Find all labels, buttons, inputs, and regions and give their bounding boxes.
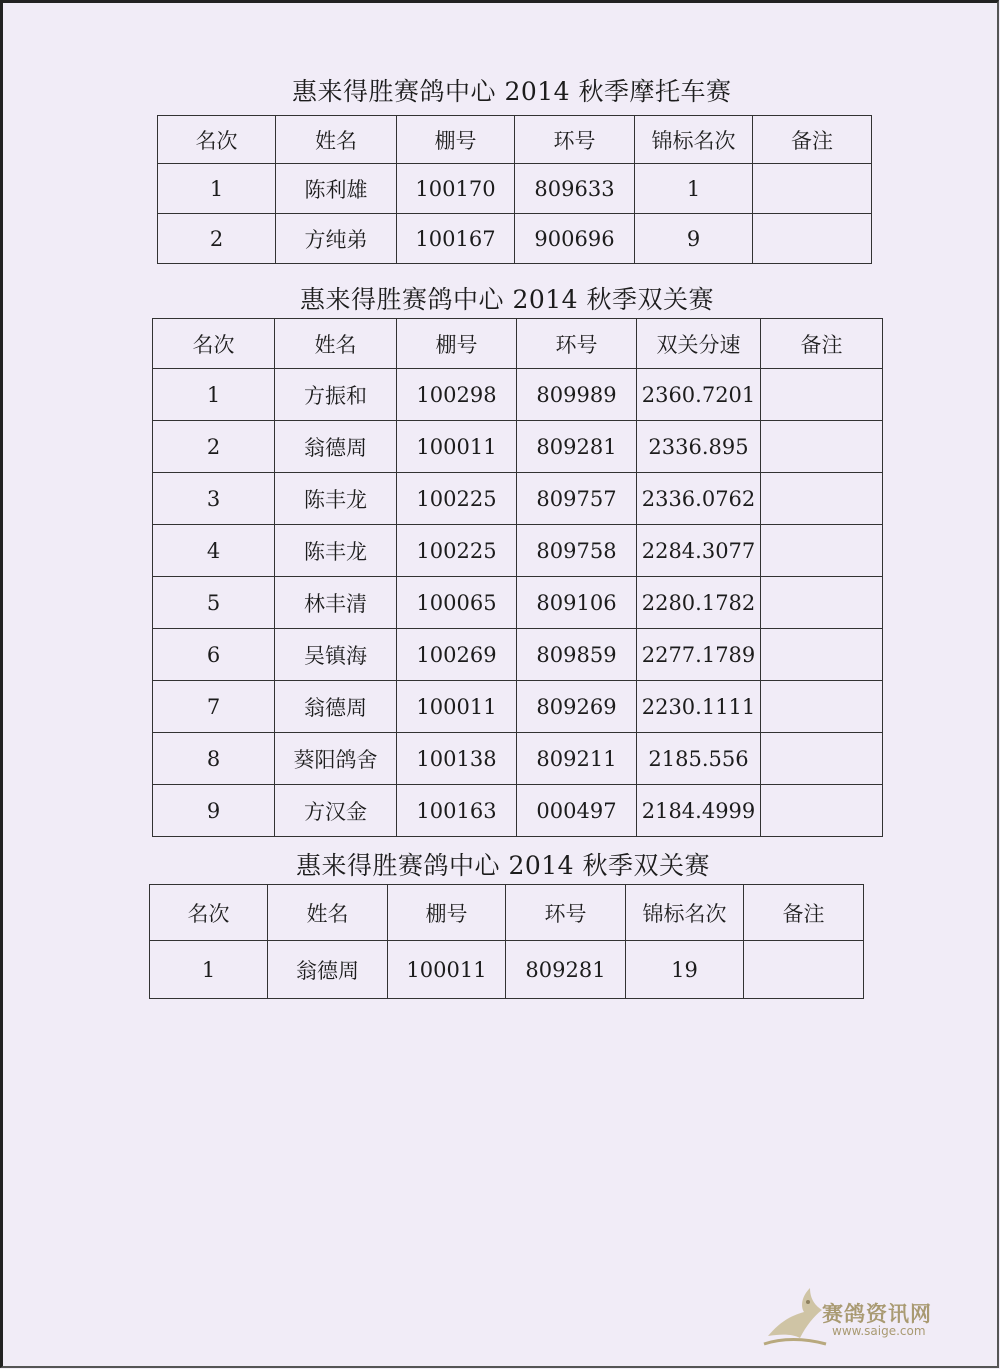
cell-speed: 2336.0762 [637, 473, 761, 525]
col-header-loft: 棚号 [388, 885, 506, 941]
cell-remarks [761, 733, 883, 785]
cell-name: 方纯弟 [276, 214, 397, 264]
col-header-remarks: 备注 [761, 319, 883, 369]
col-header-ring: 环号 [515, 116, 635, 164]
section2-header [153, 319, 883, 369]
col-header-double-speed: 双关分速 [637, 319, 761, 369]
cell-remarks [761, 577, 883, 629]
cell-ring: 809633 [515, 164, 635, 214]
table-row [153, 525, 883, 577]
cell-speed: 2184.4999 [637, 785, 761, 837]
table-row [153, 629, 883, 681]
section3-title: 惠来得胜赛鸽中心 2014 秋季双关赛 [296, 851, 711, 880]
cell-rank: 5 [153, 577, 275, 629]
cell-remarks [761, 681, 883, 733]
cell-name: 翁德周 [275, 421, 397, 473]
cell-ring: 809757 [517, 473, 637, 525]
col-header-ring: 环号 [517, 319, 637, 369]
table-row [153, 473, 883, 525]
cell-rank: 1 [158, 164, 276, 214]
cell-ring: 900696 [515, 214, 635, 264]
cell-remarks [761, 629, 883, 681]
cell-loft: 100225 [397, 525, 517, 577]
cell-loft: 100225 [397, 473, 517, 525]
table-row [153, 733, 883, 785]
cell-rank: 4 [153, 525, 275, 577]
cell-remarks [744, 941, 864, 999]
cell-championship-rank: 1 [635, 164, 753, 214]
cell-name: 陈丰龙 [275, 525, 397, 577]
pigeon-logo-icon [760, 1282, 830, 1354]
cell-name: 葵阳鸽舍 [275, 733, 397, 785]
cell-loft: 100269 [397, 629, 517, 681]
cell-loft: 100170 [397, 164, 515, 214]
cell-loft: 100167 [397, 214, 515, 264]
cell-rank: 7 [153, 681, 275, 733]
cell-remarks [761, 785, 883, 837]
col-header-remarks: 备注 [753, 116, 872, 164]
cell-ring: 809281 [517, 421, 637, 473]
cell-speed: 2284.3077 [637, 525, 761, 577]
table-row [153, 785, 883, 837]
cell-name: 翁德周 [268, 941, 388, 999]
table-row [153, 577, 883, 629]
cell-speed: 2360.7201 [637, 369, 761, 421]
table-row [153, 369, 883, 421]
table-row [158, 214, 872, 264]
cell-ring: 809106 [517, 577, 637, 629]
col-header-rank: 名次 [153, 319, 275, 369]
cell-rank: 2 [158, 214, 276, 264]
cell-speed: 2336.895 [637, 421, 761, 473]
table-row [153, 421, 883, 473]
col-header-name: 姓名 [276, 116, 397, 164]
cell-remarks [761, 525, 883, 577]
cell-ring: 000497 [517, 785, 637, 837]
cell-remarks [761, 421, 883, 473]
cell-speed: 2185.556 [637, 733, 761, 785]
cell-loft: 100011 [388, 941, 506, 999]
cell-remarks [761, 369, 883, 421]
cell-championship-rank: 9 [635, 214, 753, 264]
cell-remarks [753, 214, 872, 264]
watermark-name: 赛鸽资讯网 [822, 1302, 932, 1326]
cell-remarks [753, 164, 872, 214]
cell-ring: 809211 [517, 733, 637, 785]
table-row [158, 164, 872, 214]
col-header-rank: 名次 [150, 885, 268, 941]
watermark-logo [760, 1282, 960, 1354]
cell-speed: 2230.1111 [637, 681, 761, 733]
col-header-rank: 名次 [158, 116, 276, 164]
cell-rank: 1 [150, 941, 268, 999]
cell-name: 林丰清 [275, 577, 397, 629]
cell-loft: 100011 [397, 421, 517, 473]
cell-rank: 8 [153, 733, 275, 785]
section2-table [152, 318, 883, 837]
section3-table [149, 884, 864, 999]
cell-name: 方振和 [275, 369, 397, 421]
cell-name: 陈利雄 [276, 164, 397, 214]
col-header-ring: 环号 [506, 885, 626, 941]
cell-ring: 809859 [517, 629, 637, 681]
cell-name: 方汉金 [275, 785, 397, 837]
cell-loft: 100138 [397, 733, 517, 785]
table-row [153, 681, 883, 733]
cell-speed: 2280.1782 [637, 577, 761, 629]
cell-ring: 809269 [517, 681, 637, 733]
watermark-url: www.saige.com [832, 1324, 926, 1338]
col-header-remarks: 备注 [744, 885, 864, 941]
cell-speed: 2277.1789 [637, 629, 761, 681]
cell-ring: 809758 [517, 525, 637, 577]
cell-name: 陈丰龙 [275, 473, 397, 525]
section2-title: 惠来得胜赛鸽中心 2014 秋季双关赛 [300, 285, 715, 314]
section1-title: 惠来得胜赛鸽中心 2014 秋季摩托车赛 [292, 77, 732, 106]
section1-header [158, 116, 872, 164]
cell-loft: 100298 [397, 369, 517, 421]
col-header-championship-rank: 锦标名次 [635, 116, 753, 164]
section1-table [157, 115, 872, 264]
cell-rank: 9 [153, 785, 275, 837]
cell-name: 吴镇海 [275, 629, 397, 681]
cell-championship-rank: 19 [626, 941, 744, 999]
col-header-name: 姓名 [275, 319, 397, 369]
col-header-championship-rank: 锦标名次 [626, 885, 744, 941]
cell-loft: 100163 [397, 785, 517, 837]
cell-rank: 3 [153, 473, 275, 525]
table-row [150, 941, 864, 999]
cell-rank: 2 [153, 421, 275, 473]
cell-ring: 809281 [506, 941, 626, 999]
col-header-loft: 棚号 [397, 116, 515, 164]
cell-rank: 1 [153, 369, 275, 421]
cell-loft: 100065 [397, 577, 517, 629]
cell-loft: 100011 [397, 681, 517, 733]
cell-ring: 809989 [517, 369, 637, 421]
cell-name: 翁德周 [275, 681, 397, 733]
section3-header [150, 885, 864, 941]
col-header-name: 姓名 [268, 885, 388, 941]
cell-rank: 6 [153, 629, 275, 681]
cell-remarks [761, 473, 883, 525]
col-header-loft: 棚号 [397, 319, 517, 369]
